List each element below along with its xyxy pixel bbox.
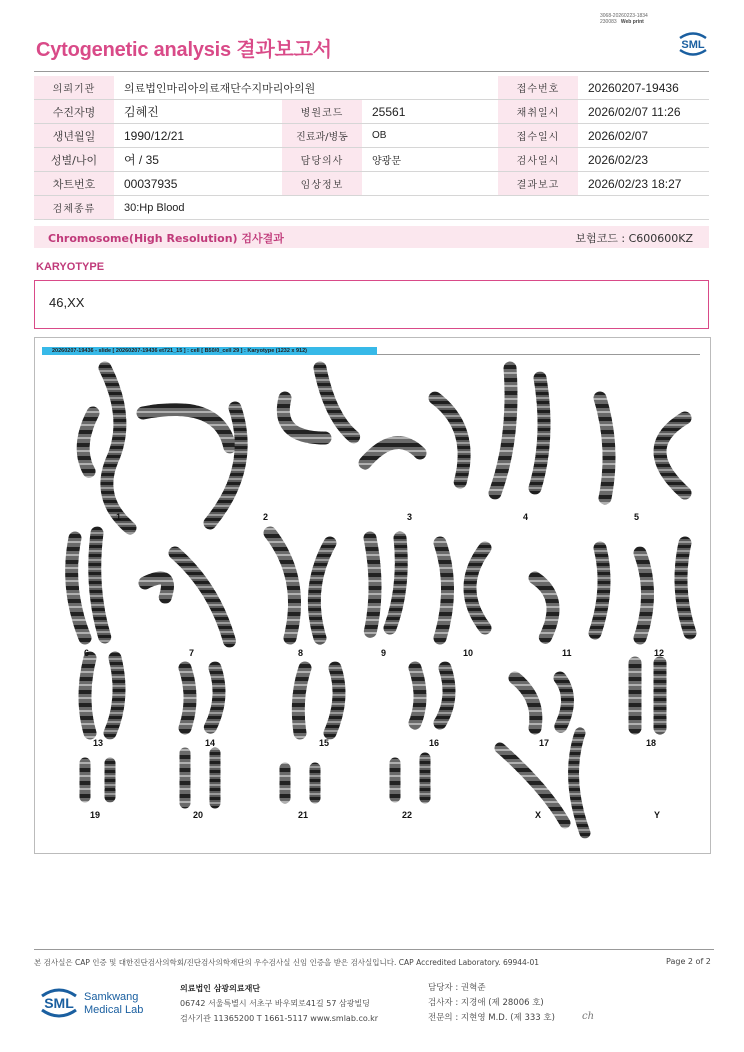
info-row (34, 100, 709, 124)
chromosome-label: 11 (562, 648, 572, 658)
chromosome (365, 443, 420, 463)
chromosome (314, 543, 330, 638)
value-chart-no: 00037935 (114, 172, 282, 196)
chromosome (85, 658, 90, 733)
label-receipt-date: 접수일시 (498, 124, 578, 148)
accreditation-note: 본 검사실은 CAP 인증 및 대한진단검사의학회/진단검사의학재단의 우수검사실 신임 인증을 받은 검사실입니다. CAP Accredited Laboratory. 69944-01 (34, 958, 540, 967)
label-clinical-info: 임상정보 (282, 172, 362, 196)
chromosome-label: 10 (463, 648, 474, 658)
sml-logo-text: SML (681, 39, 705, 51)
value-hospital-code: 25561 (362, 100, 498, 124)
chromosome-label: 19 (90, 810, 101, 820)
corp-name: 의료법인 삼광의료재단 (180, 984, 261, 993)
corp-contact: 검사기관 11365200 T 1661-5117 www.smlab.co.kr (180, 1014, 379, 1023)
chromosome (320, 368, 355, 438)
label-sex-age: 성별/나이 (34, 148, 114, 172)
chromosome (370, 538, 375, 633)
banner-title: Chromosome(High Resolution) 검사결과 (48, 232, 284, 245)
image-caption: 20260207-19436 - slide [ 20260207-19436 et721_15 ] : cell [ B50/0_cell 29 ] : Karyotype (1232 x 912) (52, 348, 308, 354)
karyotype-result: 46,XX (49, 295, 85, 310)
chromosome-label: 12 (654, 648, 665, 658)
chromosome-label: 15 (319, 738, 330, 748)
staff-line-1: 담당자 : 권혁준 (428, 983, 486, 993)
chromosome (390, 538, 401, 628)
value-patient-name: 김혜진 (114, 100, 282, 124)
print-code (600, 13, 648, 25)
chromosome-label: 14 (205, 738, 216, 748)
chromosome (105, 368, 130, 528)
label-institution: 의뢰기관 (34, 76, 114, 100)
value-sex-age: 여 / 35 (114, 148, 282, 172)
image-caption-bar (42, 347, 377, 355)
chromosome (143, 410, 230, 448)
value-institution: 의료법인마리아의료재단수지마리아의원 (114, 76, 498, 100)
chromosome-label: 20 (193, 810, 204, 820)
chromosome-label: 8 (298, 648, 304, 658)
chromosome (470, 548, 485, 628)
chromosome-label: 13 (93, 738, 104, 748)
label-doctor: 담당의사 (282, 148, 362, 172)
chromosome (83, 413, 93, 473)
chromosome (660, 418, 685, 493)
staff-line-2: 검사자 : 지경애 (제 28006 호) (428, 998, 544, 1008)
chromosome-label: X (535, 810, 542, 820)
label-receipt-no: 접수번호 (498, 76, 578, 100)
karyotype-result-box (34, 280, 709, 329)
chromosome (595, 548, 604, 633)
info-row (34, 76, 709, 100)
chromosome (283, 398, 325, 438)
label-test-date: 검사일시 (498, 148, 578, 172)
chromosome (535, 578, 553, 638)
chromosome-label: 16 (429, 738, 440, 748)
karyogram-image (34, 337, 711, 854)
chromosome (175, 553, 230, 643)
brand-name (84, 991, 143, 1017)
chromosome-label: 6 (84, 648, 90, 658)
info-row (34, 148, 709, 172)
chromosome (535, 378, 544, 488)
chromosome (210, 668, 219, 728)
info-row (34, 172, 709, 196)
chromosome-label: 9 (381, 648, 387, 658)
chromosome (440, 543, 448, 638)
value-clinical-info (362, 172, 498, 196)
chromosome (185, 668, 190, 728)
chromosome (681, 543, 690, 633)
label-dept: 진료과/병동 (282, 124, 362, 148)
chromosome (500, 748, 565, 823)
sml-logo (674, 28, 712, 60)
chromosome (600, 398, 609, 498)
chromosome-label: 17 (539, 738, 550, 748)
chromosome (515, 678, 536, 728)
staff-line-3: 전문의 : 지현영 M.D. (제 333 호) (428, 1013, 555, 1023)
print-code-line2: 230083 Web print (600, 19, 644, 25)
chromosome-label: 5 (634, 512, 640, 522)
value-birth: 1990/12/21 (114, 124, 282, 148)
label-collect-date: 채취일시 (498, 100, 578, 124)
chromosome (495, 368, 511, 493)
print-mode: Web print (620, 19, 644, 25)
footer-divider (34, 949, 714, 950)
label-birth: 생년월일 (34, 124, 114, 148)
chromosome (330, 668, 339, 733)
corp-info (180, 981, 378, 1026)
insurance-code: 보험코드 : C600600KZ (575, 232, 693, 245)
chromosome (574, 733, 585, 833)
chromosome-label: 2 (263, 512, 269, 522)
chromosome (435, 398, 464, 483)
label-chart-no: 차트번호 (34, 172, 114, 196)
chromosome (145, 578, 168, 598)
staff-info (428, 981, 555, 1026)
chromosome-label: 22 (402, 810, 413, 820)
chromosome-label: 1 (116, 512, 122, 522)
label-specimen: 검체종류 (34, 196, 114, 220)
chromosome (72, 538, 85, 638)
value-dept: OB (362, 124, 498, 148)
chromosome-label: 4 (523, 512, 529, 522)
chromosome-label: Y (654, 810, 661, 820)
karyotype-label: KARYOTYPE (36, 261, 105, 273)
chromosome (95, 533, 105, 638)
value-report-date: 2026/02/23 18:27 (578, 172, 709, 196)
footer-logo-text: SML (44, 995, 74, 1011)
label-patient-name: 수진자명 (34, 100, 114, 124)
value-receipt-date: 2026/02/07 (578, 124, 709, 148)
corp-address: 06742 서울특별시 서초구 바우뫼로41길 57 삼광빌딩 (180, 999, 370, 1008)
chromosome (415, 668, 420, 723)
value-doctor: 양광문 (362, 148, 498, 172)
value-collect-date: 2026/02/07 11:26 (578, 100, 709, 124)
value-specimen: 30:Hp Blood (114, 196, 709, 220)
chromosome-label: 3 (407, 512, 413, 522)
label-report-date: 결과보고 (498, 172, 578, 196)
result-banner (34, 226, 709, 248)
divider (34, 71, 709, 72)
chromosome-label: 18 (646, 738, 657, 748)
chromosome (560, 678, 568, 728)
brand-line1: Samkwang (84, 991, 139, 1003)
label-hospital-code: 병원코드 (282, 100, 362, 124)
signature: ch (582, 1011, 595, 1022)
chromosome (298, 668, 305, 733)
brand-line2: Medical Lab (84, 1004, 144, 1016)
chromosome (440, 668, 449, 723)
chromosome-label: 7 (189, 648, 195, 658)
caption-line (377, 354, 700, 355)
value-test-date: 2026/02/23 (578, 148, 709, 172)
chromosome (270, 533, 295, 638)
page-title: Cytogenetic analysis 결과보고서 (36, 39, 332, 61)
patient-info-table (34, 76, 709, 220)
value-receipt-no: 20260207-19436 (578, 76, 709, 100)
chromosome (640, 553, 648, 638)
print-code-line1: 3068-20260223-1834 (600, 13, 648, 19)
sml-footer-logo (36, 983, 82, 1023)
chromosome (110, 658, 119, 733)
karyogram-svg (35, 338, 710, 853)
info-row (34, 196, 709, 220)
chromosome-label: 21 (298, 810, 309, 820)
page-number: Page 2 of 2 (666, 957, 711, 966)
info-row (34, 124, 709, 148)
